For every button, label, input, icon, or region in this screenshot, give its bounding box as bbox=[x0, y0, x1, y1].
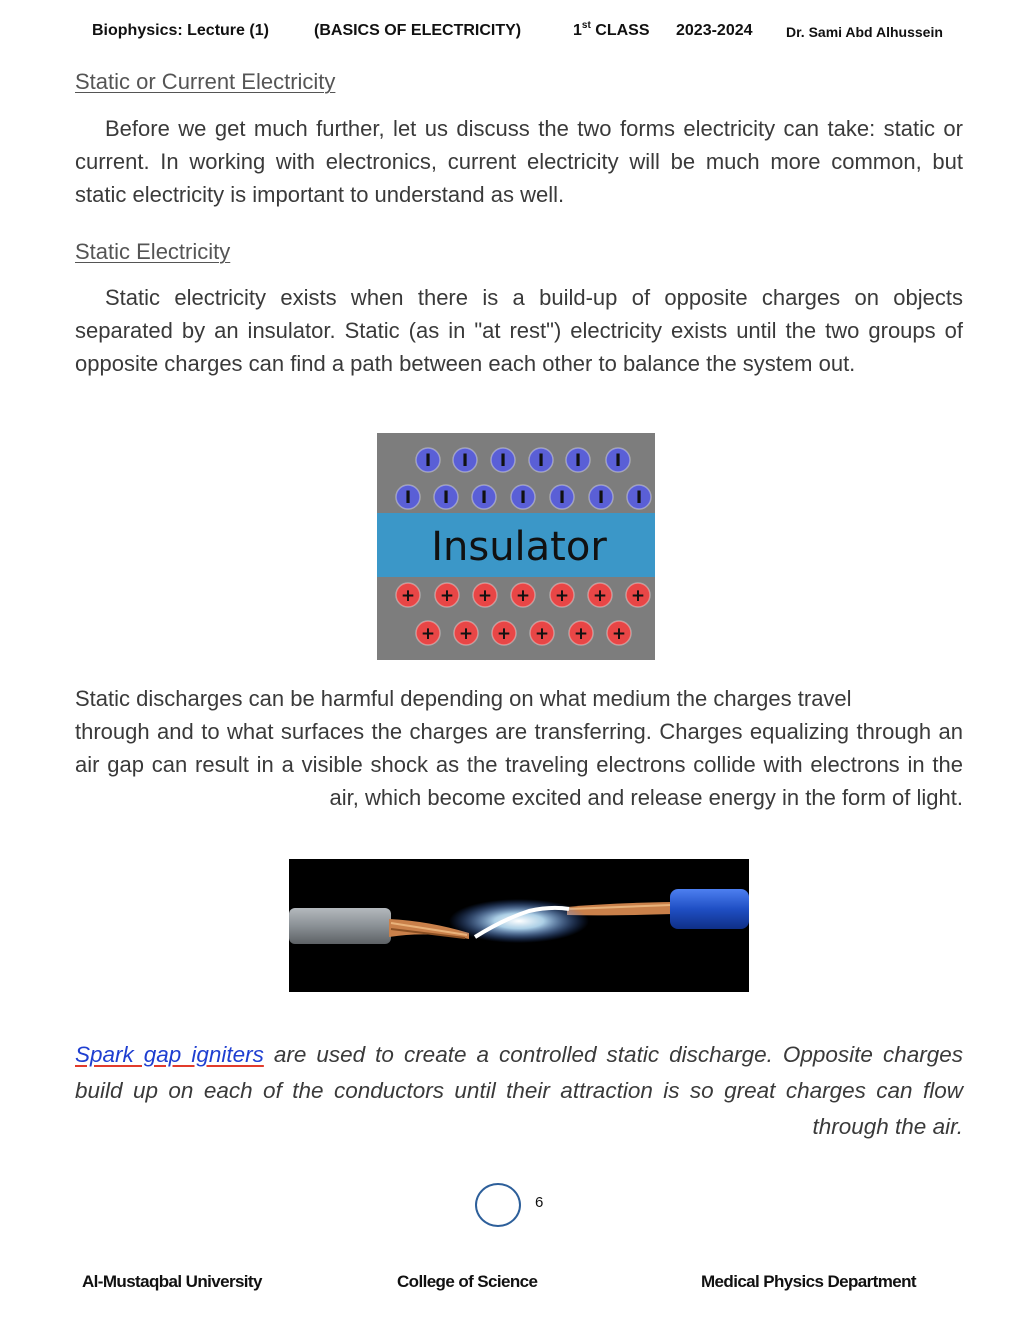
negative-charge bbox=[566, 448, 590, 472]
positive-charge bbox=[396, 583, 420, 607]
svg-text:I: I bbox=[597, 488, 605, 508]
negative-charge bbox=[434, 485, 458, 509]
positive-charge bbox=[435, 583, 459, 607]
svg-text:+: + bbox=[554, 586, 570, 606]
header-year: 2023-2024 bbox=[676, 22, 753, 39]
svg-text:I: I bbox=[461, 451, 469, 471]
negative-charge bbox=[472, 485, 496, 509]
svg-text:I: I bbox=[499, 451, 507, 471]
svg-text:+: + bbox=[400, 586, 416, 606]
svg-text:I: I bbox=[519, 488, 527, 508]
svg-text:+: + bbox=[573, 624, 589, 644]
page-number-circle bbox=[475, 1183, 521, 1227]
paragraph-discharge-line1: Static discharges can be harmful depending on what medium the charges travel bbox=[75, 686, 852, 711]
paragraph-spark bbox=[75, 1037, 963, 1145]
header-class-word: CLASS bbox=[595, 22, 650, 39]
svg-text:+: + bbox=[592, 586, 608, 606]
grey-wire bbox=[289, 908, 391, 944]
svg-text:+: + bbox=[420, 624, 436, 644]
header-course: Biophysics: Lecture (1) bbox=[92, 22, 269, 39]
svg-text:I: I bbox=[574, 451, 582, 471]
positive-charge bbox=[416, 621, 440, 645]
negative-charge bbox=[550, 485, 574, 509]
negative-charge bbox=[491, 448, 515, 472]
svg-text:+: + bbox=[439, 586, 455, 606]
svg-text:I: I bbox=[480, 488, 488, 508]
svg-text:+: + bbox=[496, 624, 512, 644]
blue-wire bbox=[670, 889, 749, 929]
heading-static-or-current: Static or Current Electricity bbox=[75, 69, 336, 94]
negative-charge bbox=[606, 448, 630, 472]
spark-gap-igniters-link[interactable]: Spark gap igniters bbox=[75, 1042, 264, 1067]
footer-department: Medical Physics Department bbox=[701, 1272, 916, 1291]
negative-charge bbox=[416, 448, 440, 472]
footer-college: College of Science bbox=[397, 1272, 538, 1291]
positive-charge bbox=[511, 583, 535, 607]
svg-text:I: I bbox=[537, 451, 545, 471]
paragraph-discharge bbox=[75, 682, 963, 814]
negative-charge bbox=[529, 448, 553, 472]
paragraph-discharge-rest: through and to what surfaces the charges are transferring. Charges equalizing through an air gap can result in a visible shock as the traveling electrons collide with electrons in the air, which become excited and release energy in the form of light. bbox=[75, 719, 963, 810]
svg-text:I: I bbox=[635, 488, 643, 508]
svg-text:+: + bbox=[611, 624, 627, 644]
svg-text:+: + bbox=[458, 624, 474, 644]
paragraph-intro: Before we get much further, let us discuss the two forms electricity can take: static or current. In working with electronics, current electricity will be much more common, but static electricity is important to understand as well. bbox=[75, 116, 963, 207]
negative-charge bbox=[627, 485, 651, 509]
positive-charge bbox=[473, 583, 497, 607]
spark-svg bbox=[289, 859, 749, 992]
header-author: Dr. Sami Abd Alhussein bbox=[786, 24, 943, 40]
svg-text:I: I bbox=[558, 488, 566, 508]
spark-figure bbox=[289, 859, 749, 992]
positive-charge bbox=[607, 621, 631, 645]
positive-charge bbox=[626, 583, 650, 607]
negative-charge bbox=[511, 485, 535, 509]
svg-text:I: I bbox=[614, 451, 622, 471]
paragraph-static: Static electricity exists when there is a build-up of opposite charges on objects separated by an insulator. Static (as in "at rest") electricity exists until the two groups of opposite charges can find a path between each other to balance the system out. bbox=[75, 285, 963, 376]
paragraph-spark-text: are used to create a controlled static discharge. Opposite charges build up on each of the conductors until their attraction is so great charges can flow through the air. bbox=[75, 1042, 963, 1139]
svg-text:+: + bbox=[515, 586, 531, 606]
negative-charge bbox=[453, 448, 477, 472]
header-class-num: 1 bbox=[573, 22, 582, 39]
svg-text:I: I bbox=[424, 451, 432, 471]
heading-static-electricity: Static Electricity bbox=[75, 239, 231, 264]
svg-text:I: I bbox=[442, 488, 450, 508]
page-header bbox=[92, 22, 972, 44]
svg-text:+: + bbox=[477, 586, 493, 606]
positive-charge bbox=[530, 621, 554, 645]
insulator-figure bbox=[377, 433, 655, 660]
svg-text:+: + bbox=[630, 586, 646, 606]
page-number: 6 bbox=[535, 1194, 544, 1211]
positive-charge bbox=[454, 621, 478, 645]
negative-charge bbox=[589, 485, 613, 509]
insulator-svg bbox=[377, 433, 655, 660]
spark-glow bbox=[449, 899, 589, 943]
footer-university: Al-Mustaqbal University bbox=[82, 1272, 262, 1291]
header-topic: (BASICS OF ELECTRICITY) bbox=[314, 22, 522, 39]
svg-text:+: + bbox=[534, 624, 550, 644]
negative-charge bbox=[396, 485, 420, 509]
positive-charge bbox=[569, 621, 593, 645]
header-class bbox=[573, 22, 650, 40]
header-class-sup: st bbox=[581, 20, 591, 31]
insulator-label: Insulator bbox=[431, 524, 607, 570]
svg-text:I: I bbox=[404, 488, 412, 508]
positive-charge bbox=[588, 583, 612, 607]
positive-charge bbox=[550, 583, 574, 607]
positive-charge bbox=[492, 621, 516, 645]
